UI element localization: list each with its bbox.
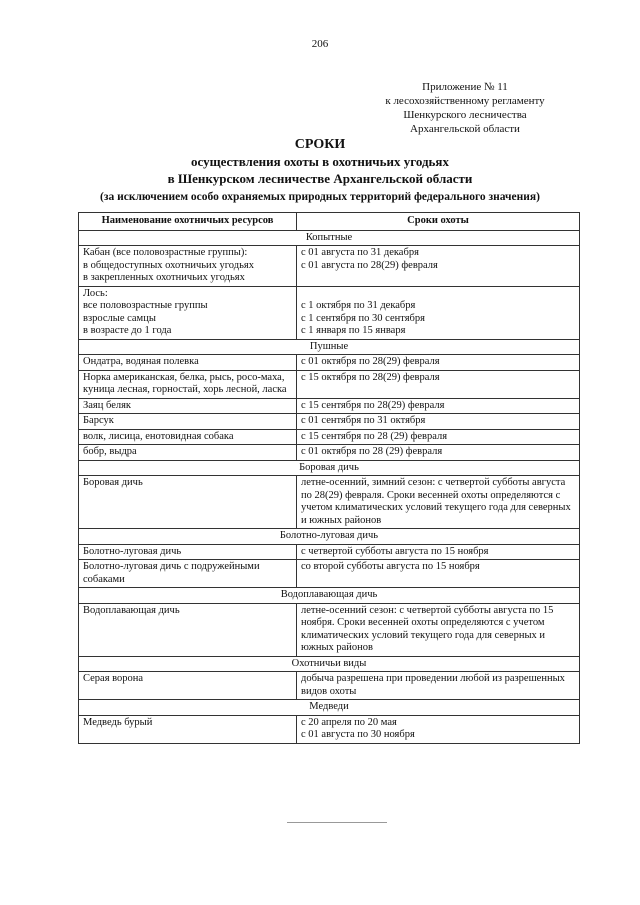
appendix-line: Шенкурского лесничества — [403, 109, 527, 121]
term-cell: добыча разрешена при проведении любой из разрешенных видов охоты — [297, 672, 580, 700]
cell-line: с 1 января по 15 января — [301, 325, 406, 336]
section-row — [79, 339, 580, 355]
appendix-line: Приложение № 11 — [422, 81, 508, 93]
resource-cell: Медведь бурый — [79, 715, 297, 743]
cell-line: Лось: — [83, 287, 108, 299]
table-row — [79, 476, 580, 529]
term-cell: с 15 октября по 28(29) февраля — [297, 370, 580, 398]
term-cell: летне-осенний, зимний сезон: с четвертой субботы августа по 28(29) февраля. Сроки весенней охоты определяются с учетом климатических условий текущего года для северных и южных районов — [297, 476, 580, 529]
cell-line: в общедоступных охотничьих угодьях — [83, 259, 254, 271]
resource-cell: Серая ворона — [79, 672, 297, 700]
hunting-terms-table — [78, 212, 580, 744]
table-row — [79, 355, 580, 371]
document-title: СРОКИ — [294, 137, 346, 152]
document-subtitle: в Шенкурском лесничестве Архангельской области — [167, 171, 473, 186]
table-row — [79, 445, 580, 461]
resource-cell: волк, лисица, енотовидная собака — [79, 429, 297, 445]
resource-cell: Болотно-луговая дичь с подружейными собаками — [79, 560, 297, 588]
term-cell: с четвертой субботы августа по 15 ноября — [297, 544, 580, 560]
section-row — [79, 656, 580, 672]
cell-line: с 01 августа по 28(29) февраля — [301, 259, 438, 271]
section-row — [79, 230, 580, 246]
cell-line: с 1 сентября по 30 сентября — [301, 312, 425, 324]
resource-cell: Водоплавающая дичь — [79, 603, 297, 656]
cell-line: с 01 августа по 31 декабря — [301, 247, 419, 258]
appendix-block — [360, 80, 570, 136]
section-title: Охотничьи виды — [79, 656, 580, 672]
page-number: 206 — [311, 38, 329, 50]
cell-line: все половозрастные группы — [83, 300, 208, 311]
term-cell: с 15 сентября по 28 (29) февраля — [297, 429, 580, 445]
section-row — [79, 700, 580, 716]
resource-cell — [79, 246, 297, 287]
table-row — [79, 246, 580, 287]
term-cell: с 01 октября по 28(29) февраля — [297, 355, 580, 371]
cell-line: в закрепленных охотничьих угодьях — [83, 272, 245, 283]
section-row — [79, 529, 580, 545]
column-header-terms: Сроки охоты — [297, 213, 580, 231]
footer-divider — [287, 822, 387, 823]
term-cell: с 01 сентября по 31 октября — [297, 414, 580, 430]
section-title: Пушные — [79, 339, 580, 355]
term-cell: с 01 октября по 28 (29) февраля — [297, 445, 580, 461]
table-row — [79, 672, 580, 700]
table-row — [79, 603, 580, 656]
appendix-line: к лесохозяйственному регламенту — [385, 95, 545, 107]
table-row — [79, 286, 580, 339]
term-cell — [297, 246, 580, 287]
resource-cell: Норка американская, белка, рысь, росо-маха, куница лесная, горностай, хорь лесной, ласка — [79, 370, 297, 398]
section-row — [79, 588, 580, 604]
section-title: Болотно-луговая дичь — [79, 529, 580, 545]
cell-line: взрослые самцы — [83, 312, 156, 324]
cell-line: с 20 апреля по 20 мая — [301, 716, 397, 728]
table-row — [79, 544, 580, 560]
document-subtitle: осуществления охоты в охотничьих угодьях — [191, 154, 449, 169]
resource-cell: Барсук — [79, 414, 297, 430]
resource-cell: Болотно-луговая дичь — [79, 544, 297, 560]
column-header-resources: Наименование охотничьих ресурсов — [79, 213, 297, 231]
term-cell — [297, 715, 580, 743]
appendix-line: Архангельской области — [410, 123, 520, 135]
resource-cell: Заяц беляк — [79, 398, 297, 414]
table-row — [79, 370, 580, 398]
resource-cell — [79, 286, 297, 339]
section-row — [79, 460, 580, 476]
table-row — [79, 414, 580, 430]
cell-line: Кабан (все половозрастные группы): — [83, 247, 248, 258]
section-title: Копытные — [79, 230, 580, 246]
section-title: Водоплавающая дичь — [79, 588, 580, 604]
cell-line: с 1 октября по 31 декабря — [301, 300, 416, 311]
table-row — [79, 398, 580, 414]
table-row — [79, 715, 580, 743]
resource-cell: Боровая дичь — [79, 476, 297, 529]
section-title: Медведи — [79, 700, 580, 716]
section-title: Боровая дичь — [79, 460, 580, 476]
table-header-row — [79, 213, 580, 231]
cell-line: в возрасте до 1 года — [83, 325, 172, 336]
cell-line: с 01 августа по 30 ноября — [301, 729, 415, 740]
term-cell: летне-осенний сезон: с четвертой субботы августа по 15 ноября. Сроки весенней охоты определяются с учетом климатических условий текущего года для северных и южных районов — [297, 603, 580, 656]
term-cell — [297, 286, 580, 339]
term-cell: со второй субботы августа по 15 ноября — [297, 560, 580, 588]
table-row — [79, 560, 580, 588]
document-subtitle: (за исключением особо охраняемых природных территорий федерального значения) — [100, 191, 540, 203]
term-cell: с 15 сентября по 28(29) февраля — [297, 398, 580, 414]
resource-cell: бобр, выдра — [79, 445, 297, 461]
table-row — [79, 429, 580, 445]
resource-cell: Ондатра, водяная полевка — [79, 355, 297, 371]
